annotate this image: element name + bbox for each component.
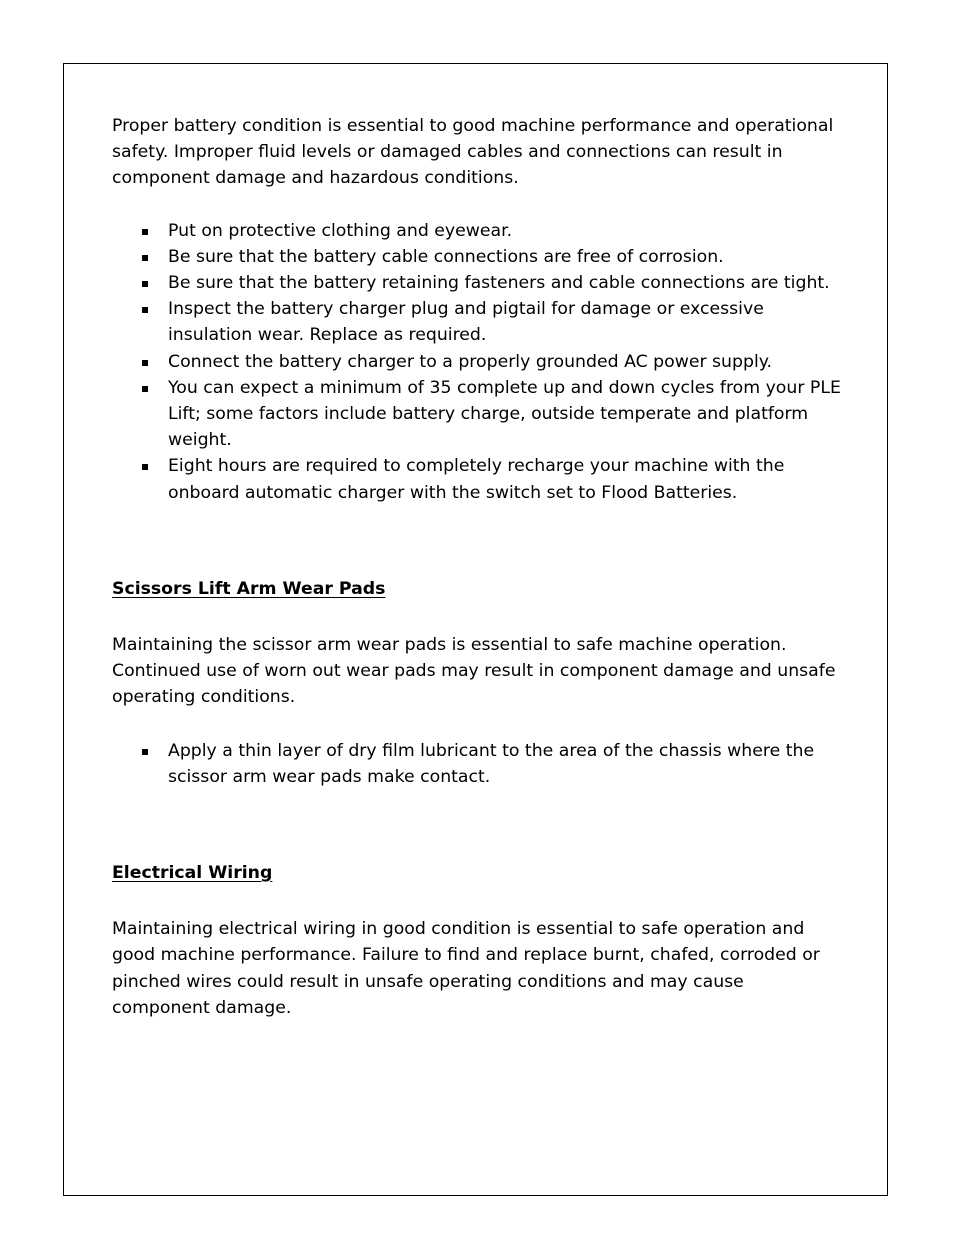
bullet-icon bbox=[142, 464, 148, 470]
scissors-paragraph: Maintaining the scissor arm wear pads is essential to safe machine operation. Continued use of worn out wear pads may result in component damage and unsafe operating conditions. bbox=[112, 635, 836, 708]
list-item-text: Apply a thin layer of dry film lubricant to the area of the chassis where the scissor arm wear pads make contact. bbox=[168, 740, 815, 787]
list-item bbox=[112, 738, 842, 790]
list-item-text: Be sure that the battery cable connections are free of corrosion. bbox=[168, 246, 724, 267]
bullet-icon bbox=[142, 255, 148, 261]
scissors-section-heading: Scissors Lift Arm Wear Pads bbox=[112, 578, 386, 599]
scissors-checklist bbox=[112, 738, 842, 790]
list-item bbox=[112, 218, 842, 244]
battery-intro-paragraph: Proper battery condition is essential to good machine performance and operational safety. Improper fluid levels or damaged cables and connections can result in component damage and hazardous conditions. bbox=[112, 116, 834, 189]
bullet-icon bbox=[142, 307, 148, 313]
list-item bbox=[112, 270, 842, 296]
list-item bbox=[112, 296, 842, 348]
list-item bbox=[112, 375, 842, 454]
list-item-text: Inspect the battery charger plug and pigtail for damage or excessive insulation wear. Replace as required. bbox=[168, 299, 764, 346]
list-item-text: Be sure that the battery retaining fasteners and cable connections are tight. bbox=[168, 273, 830, 294]
battery-checklist bbox=[112, 218, 842, 506]
list-item-text: Connect the battery charger to a properly grounded AC power supply. bbox=[168, 351, 773, 372]
list-item-text: You can expect a minimum of 35 complete up and down cycles from your PLE Lift; some factors include battery charge, outside temperate and platform weight. bbox=[168, 377, 841, 451]
list-item-text: Put on protective clothing and eyewear. bbox=[168, 220, 513, 241]
list-item-text: Eight hours are required to completely recharge your machine with the onboard automatic charger with the switch set to Flood Batteries. bbox=[168, 456, 785, 503]
bullet-icon bbox=[142, 386, 148, 392]
electrical-section-heading: Electrical Wiring bbox=[112, 863, 273, 884]
list-item bbox=[112, 453, 842, 505]
electrical-paragraph: Maintaining electrical wiring in good condition is essential to safe operation and good machine performance. Failure to find and replace burnt, chafed, corroded or pinched wires could result in unsafe operating conditions and may cause component damage. bbox=[112, 919, 820, 1018]
bullet-icon bbox=[142, 229, 148, 235]
document-body bbox=[112, 113, 842, 1021]
list-item bbox=[112, 244, 842, 270]
bullet-icon bbox=[142, 360, 148, 366]
bullet-icon bbox=[142, 749, 148, 755]
bullet-icon bbox=[142, 281, 148, 287]
list-item bbox=[112, 349, 842, 375]
